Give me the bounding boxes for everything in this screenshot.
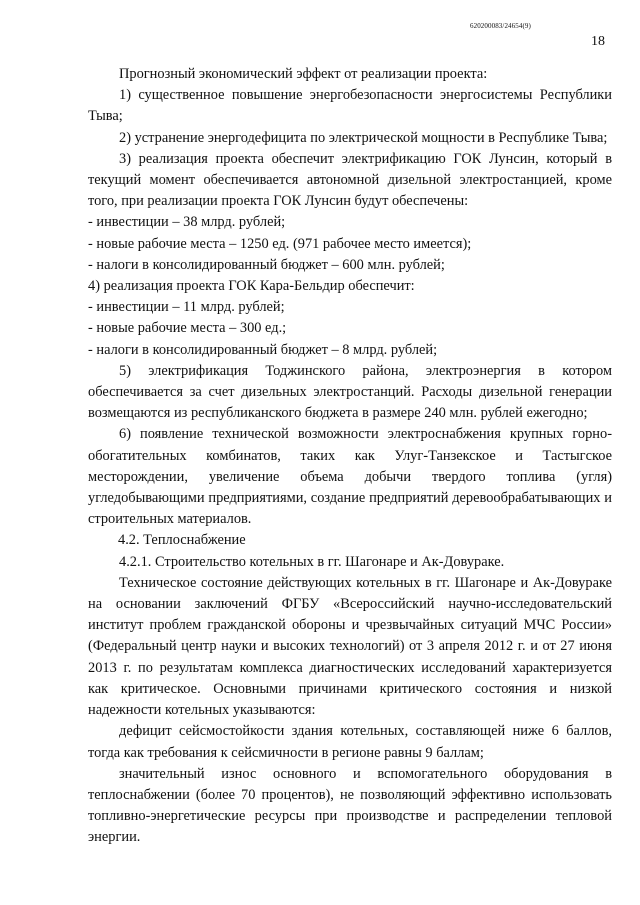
list-item: - налоги в консолидированный бюджет – 8 млрд. рублей; xyxy=(88,341,438,358)
paragraph-seismic-deficit: дефицит сейсмостойкости здания котельных, составляющей ниже 6 баллов, тогда как требования к сейсмичности в регионе равны 9 баллам; xyxy=(88,723,612,761)
page-body xyxy=(88,64,612,849)
list-item: - новые рабочие места – 300 ед.; xyxy=(88,320,287,337)
paragraph-item-6: 6) появление технической возможности электроснабжения крупных горно-обогатительных комбинатов, таких как Улуг-Танзекское и Тастыгское месторождении, увеличение объема добычи твердого топлива (угля) угледобывающими предприятиями, создание предприятий деревообрабатывающих и строительных материалов. xyxy=(88,426,612,528)
paragraph-item-5: 5) электрификация Тоджинского района, электроэнергия в котором обеспечивается за счет дизельных электростанций. Расходы дизельной генерации возмещаются из республиканского бюджета в размере 240 млн. рублей ежегодно; xyxy=(88,362,612,422)
page-number: 18 xyxy=(591,34,605,49)
list-item: - новые рабочие места – 1250 ед. (971 рабочее место имеется); xyxy=(88,235,472,252)
list-item: - налоги в консолидированный бюджет – 600 млн. рублей; xyxy=(88,256,445,273)
paragraph-technical-state: Техническое состояние действующих котельных в гг. Шагонаре и Ак-Довураке на основании заключений ФГБУ «Всероссийский научно-исследовательский институт проблем гражданской обороны и чрезвычайных ситуаций МЧС России» (Федеральный центр науки и высоких технологий) от 3 апреля 2012 г. и от 27 июня 2013 г. по результатам комплекса диагностических исследований характеризуется как критическое. Основными причинами критического состояния и низкой надежности котельных указываются: xyxy=(88,574,612,719)
paragraph-item-3: 3) реализация проекта обеспечит электрификацию ГОК Лунсин, который в текущий момент обеспечивается автономной дизельной электростанцией, кроме того, при реализации проекта ГОК Лунсин будут обеспечены: xyxy=(88,150,612,210)
list-item: - инвестиции – 11 млрд. рублей; xyxy=(88,299,285,316)
paragraph-item-2: 2) устранение энергодефицита по электрической мощности в Республике Тыва; xyxy=(119,129,608,146)
paragraph-item-4: 4) реализация проекта ГОК Кара-Бельдир обеспечит: xyxy=(88,278,415,295)
paragraph-item-1: 1) существенное повышение энергобезопасности энергосистемы Республики Тыва; xyxy=(88,87,612,125)
paragraph-intro: Прогнозный экономический эффект от реализации проекта: xyxy=(119,66,488,82)
paragraph-equipment-wear: значительный износ основного и вспомогательного оборудования в теплоснабжении (более 70 процентов), не позволяющий эффективно использовать топливно-энергетические ресурсы при производстве и распределении тепловой энергии. xyxy=(88,765,612,846)
subsection-title: 4.2.1. Строительство котельных в гг. Шагонаре и Ак-Довураке. xyxy=(119,553,505,570)
section-heading: 4.2. Теплоснабжение xyxy=(118,532,246,549)
list-item: - инвестиции – 38 млрд. рублей; xyxy=(88,214,286,231)
document-number: 620200083/24654(9) xyxy=(470,22,531,30)
